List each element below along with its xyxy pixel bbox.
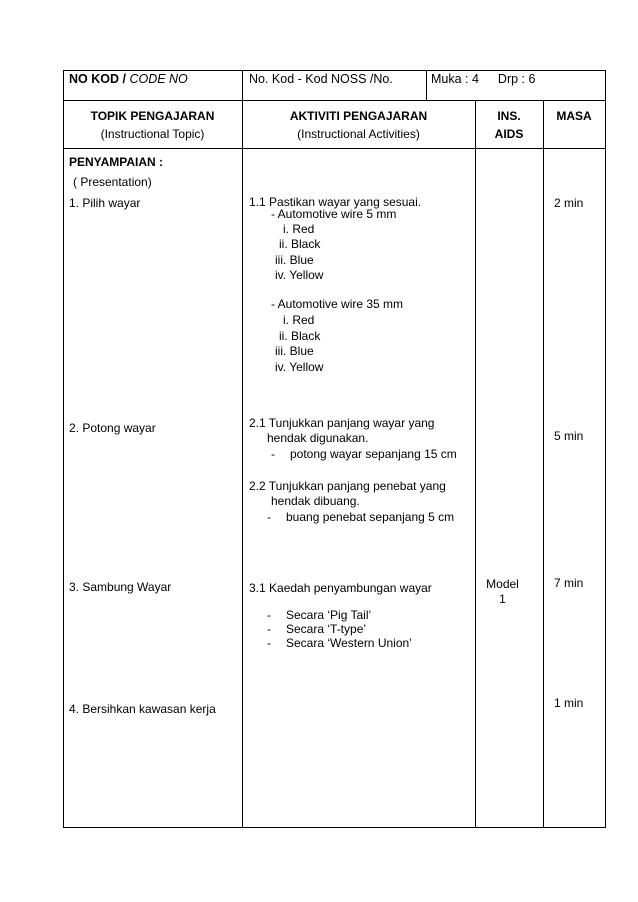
activity-2-2-bullet: buang penebat sepanjang 5 cm (286, 510, 455, 524)
wire-a-color-yellow: iv. Yellow (275, 268, 324, 282)
method-2-dash: - (267, 622, 271, 636)
activity-2-1-bullet: potong wayar sepanjang 15 cm (290, 447, 457, 461)
activity-1-wire-b: - Automotive wire 35 mm (271, 297, 404, 311)
aid-model-number: 1 (499, 592, 506, 606)
activity-header-en: (Instructional Activities) (297, 127, 420, 141)
page-total-label: Drp : (497, 72, 526, 86)
aids-header-2: AIDS (494, 127, 524, 141)
column-divider-activity (475, 100, 476, 828)
table-border-bottom (63, 827, 606, 828)
time-2: 5 min (554, 429, 584, 443)
topic-4: 4. Bersihkan kawasan kerja (69, 702, 216, 716)
wire-a-color-blue: iii. Blue (275, 253, 314, 267)
wire-b-color-black: ii. Black (279, 329, 321, 343)
aids-header: INS. (497, 109, 521, 123)
activity-2-2-bullet-dash: - (267, 510, 271, 524)
method-2: Secara ‘T-type’ (286, 622, 367, 636)
topic-2: 2. Potong wayar (69, 421, 156, 435)
topic-header-en: (Instructional Topic) (100, 127, 205, 141)
table-border-right (605, 70, 606, 828)
activity-1-heading: 1.1 Pastikan wayar yang sesuai. (249, 195, 422, 209)
activity-1-wire-a: - Automotive wire 5 mm (271, 207, 397, 221)
activity-2-2-line1: 2.2 Tunjukkan panjang penebat yang (249, 479, 446, 493)
code-no-label-ms: NO KOD / (69, 72, 126, 86)
code-no-label (69, 72, 188, 86)
activity-2-1-line2: hendak digunakan. (267, 431, 369, 445)
page-label: Muka : (431, 72, 469, 86)
time-4: 1 min (554, 696, 584, 710)
column-divider-aids (543, 100, 544, 828)
noss-code-label: No. Kod - Kod NOSS /No. (249, 72, 393, 86)
topic-3: 3. Sambung Wayar (69, 580, 172, 594)
activity-header: AKTIVITI PENGAJARAN (289, 109, 428, 123)
topic-1: 1. Pilih wayar (69, 196, 141, 210)
table-border-top (63, 70, 606, 71)
section-subtitle: ( Presentation) (73, 175, 152, 189)
wire-a-color-black: ii. Black (279, 237, 321, 251)
wire-a-color-red: i. Red (283, 222, 315, 236)
header-divider (63, 100, 606, 101)
page-total-value: 6 (528, 72, 536, 86)
header-divider-page (426, 70, 427, 101)
time-3: 7 min (554, 576, 584, 590)
topic-header: TOPIK PENGAJARAN (90, 109, 215, 123)
code-no-label-en: CODE NO (129, 72, 188, 86)
column-header-divider (63, 148, 606, 149)
activity-3-heading: 3.1 Kaedah penyambungan wayar (249, 581, 432, 595)
activity-2-1-line1: 2.1 Tunjukkan panjang wayar yang (249, 416, 435, 430)
column-divider-topic (242, 70, 243, 828)
page-value: 4 (472, 72, 479, 86)
method-1: Secara ‘Pig Tail’ (286, 608, 372, 622)
section-title: PENYAMPAIAN : (69, 155, 164, 169)
method-3: Secara ‘Western Union’ (286, 636, 412, 650)
wire-b-color-blue: iii. Blue (275, 344, 314, 358)
aid-model-label: Model (486, 577, 519, 591)
method-1-dash: - (267, 608, 271, 622)
time-header: MASA (556, 109, 592, 123)
wire-b-color-red: i. Red (283, 313, 315, 327)
page-number (431, 72, 535, 86)
time-1: 2 min (554, 196, 584, 210)
wire-b-color-yellow: iv. Yellow (275, 360, 324, 374)
activity-2-2-line2: hendak dibuang. (271, 494, 360, 508)
table-border-left (63, 70, 64, 828)
method-3-dash: - (267, 636, 271, 650)
activity-2-1-bullet-dash: - (271, 447, 275, 461)
